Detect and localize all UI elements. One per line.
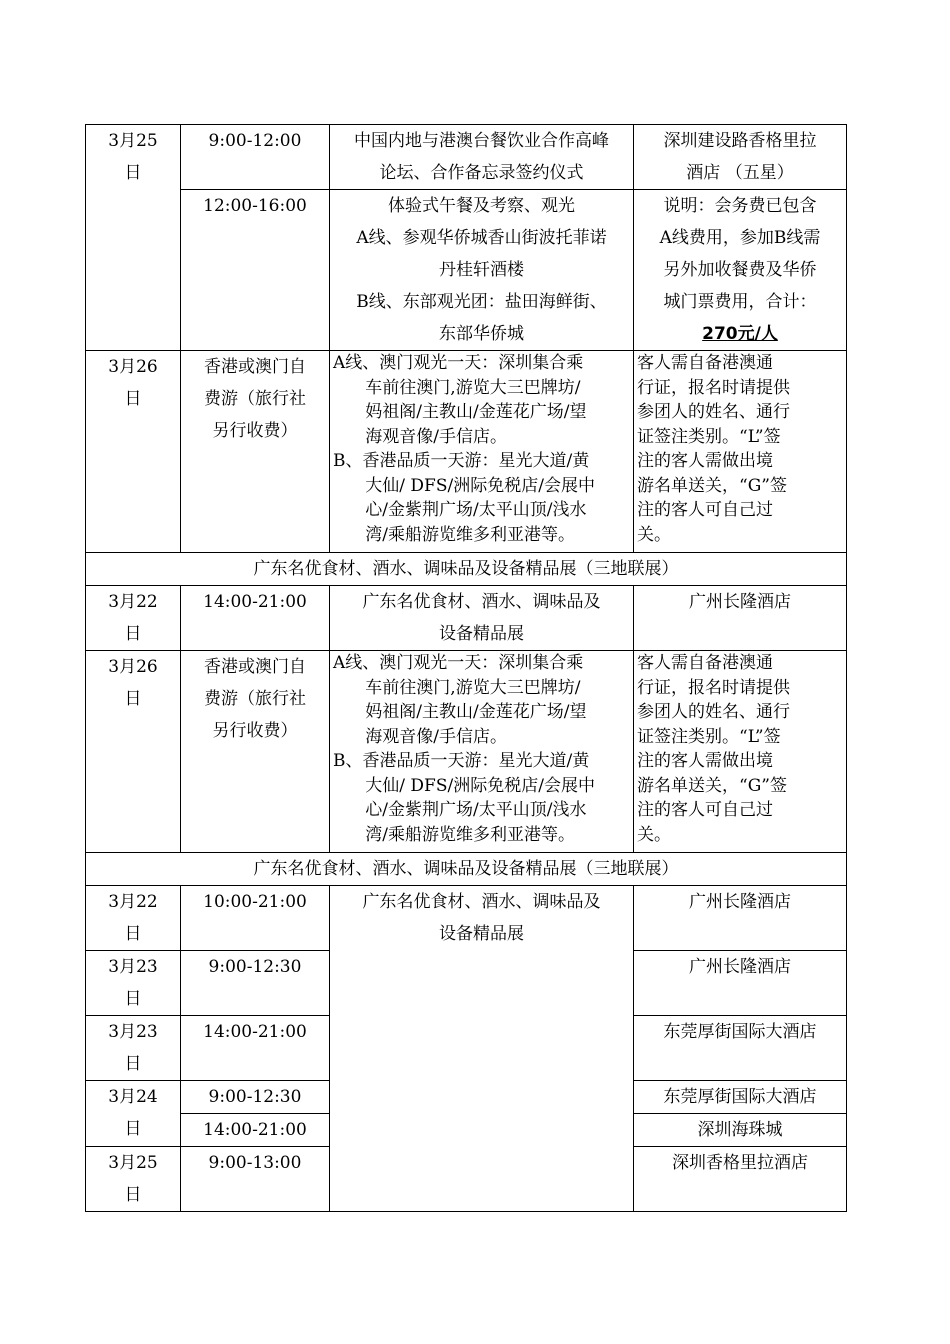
- date-cell: 3月22 日: [86, 886, 181, 951]
- date-cell: 3月25 日: [86, 125, 181, 351]
- venue-cell: 广州长隆酒店: [634, 951, 847, 1016]
- content-cell: A线、澳门观光一天：深圳集合乘 车前往澳门,游览大三巴牌坊/ 妈祖阁/主教山/金莲花广场/望 海观音像/手信店。 B、香港品质一天游：星光大道/黄 大仙/ DFS/洲际免税店/会展中 心/金紫荆广场/太平山顶/浅水 湾/乘船游览维多利亚港等。: [330, 351, 634, 553]
- table-row: [86, 553, 847, 586]
- time-cell: 9:00-12:30: [181, 951, 330, 1016]
- date-cell: 3月26 日: [86, 651, 181, 853]
- date-cell: 3月22 日: [86, 586, 181, 651]
- expo-content-cell: 广东名优食材、酒水、调味品及 设备精品展: [330, 886, 634, 1212]
- content-cell: 体验式午餐及考察、观光 A线、参观华侨城香山街波托菲诺 丹桂轩酒楼 B线、东部观光团：盐田海鲜街、 东部华侨城: [330, 190, 634, 351]
- date-cell: 3月23 日: [86, 1016, 181, 1081]
- time-cell: 14:00-21:00: [181, 586, 330, 651]
- table-row: [86, 125, 847, 190]
- table-row: [86, 853, 847, 886]
- table-row: [86, 886, 847, 951]
- venue-cell: 广州长隆酒店: [634, 586, 847, 651]
- section-banner: 广东名优食材、酒水、调味品及设备精品展（三地联展）: [86, 553, 847, 586]
- time-cell: 9:00-12:00: [181, 125, 330, 190]
- note-cell: 客人需自备港澳通 行证，报名时请提供 参团人的姓名、通行 证签注类别。“L”签 注的客人需做出境 游名单送关，“G”签 注的客人可自己过 关。: [634, 651, 847, 853]
- date-cell: 3月24 日: [86, 1081, 181, 1147]
- venue-cell: 广州长隆酒店: [634, 886, 847, 951]
- table-row: [86, 651, 847, 853]
- table-row: [86, 586, 847, 651]
- content-cell: 中国内地与港澳台餐饮业合作高峰 论坛、合作备忘录签约仪式: [330, 125, 634, 190]
- schedule-table: [85, 124, 847, 1212]
- time-cell: 香港或澳门自 费游（旅行社 另行收费）: [181, 351, 330, 553]
- date-cell: 3月23 日: [86, 951, 181, 1016]
- date-cell: 3月25 日: [86, 1147, 181, 1212]
- table-row: [86, 190, 847, 351]
- content-cell: 广东名优食材、酒水、调味品及 设备精品展: [330, 586, 634, 651]
- content-cell: A线、澳门观光一天：深圳集合乘 车前往澳门,游览大三巴牌坊/ 妈祖阁/主教山/金莲花广场/望 海观音像/手信店。 B、香港品质一天游：星光大道/黄 大仙/ DFS/洲际免税店/会展中 心/金紫荆广场/太平山顶/浅水 湾/乘船游览维多利亚港等。: [330, 651, 634, 853]
- venue-cell: 深圳香格里拉酒店: [634, 1147, 847, 1212]
- venue-cell: 深圳海珠城: [634, 1114, 847, 1147]
- total-price: 270元/人: [702, 324, 778, 344]
- time-cell: 9:00-13:00: [181, 1147, 330, 1212]
- time-cell: 9:00-12:30: [181, 1081, 330, 1114]
- time-cell: 14:00-21:00: [181, 1016, 330, 1081]
- venue-cell: 东莞厚街国际大酒店: [634, 1081, 847, 1114]
- time-cell: 10:00-21:00: [181, 886, 330, 951]
- time-cell: 12:00-16:00: [181, 190, 330, 351]
- table-row: [86, 351, 847, 553]
- time-cell: 14:00-21:00: [181, 1114, 330, 1147]
- time-cell: 香港或澳门自 费游（旅行社 另行收费）: [181, 651, 330, 853]
- date-cell: 3月26 日: [86, 351, 181, 553]
- note-cell: 客人需自备港澳通 行证，报名时请提供 参团人的姓名、通行 证签注类别。“L”签 注的客人需做出境 游名单送关，“G”签 注的客人可自己过 关。: [634, 351, 847, 553]
- venue-cell: 深圳建设路香格里拉 酒店 （五星）: [634, 125, 847, 190]
- note-cell: 说明：会务费已包含 A线费用，参加B线需 另外加收餐费及华侨 城门票费用，合计： 270元/人: [634, 190, 847, 351]
- venue-cell: 东莞厚街国际大酒店: [634, 1016, 847, 1081]
- section-banner: 广东名优食材、酒水、调味品及设备精品展（三地联展）: [86, 853, 847, 886]
